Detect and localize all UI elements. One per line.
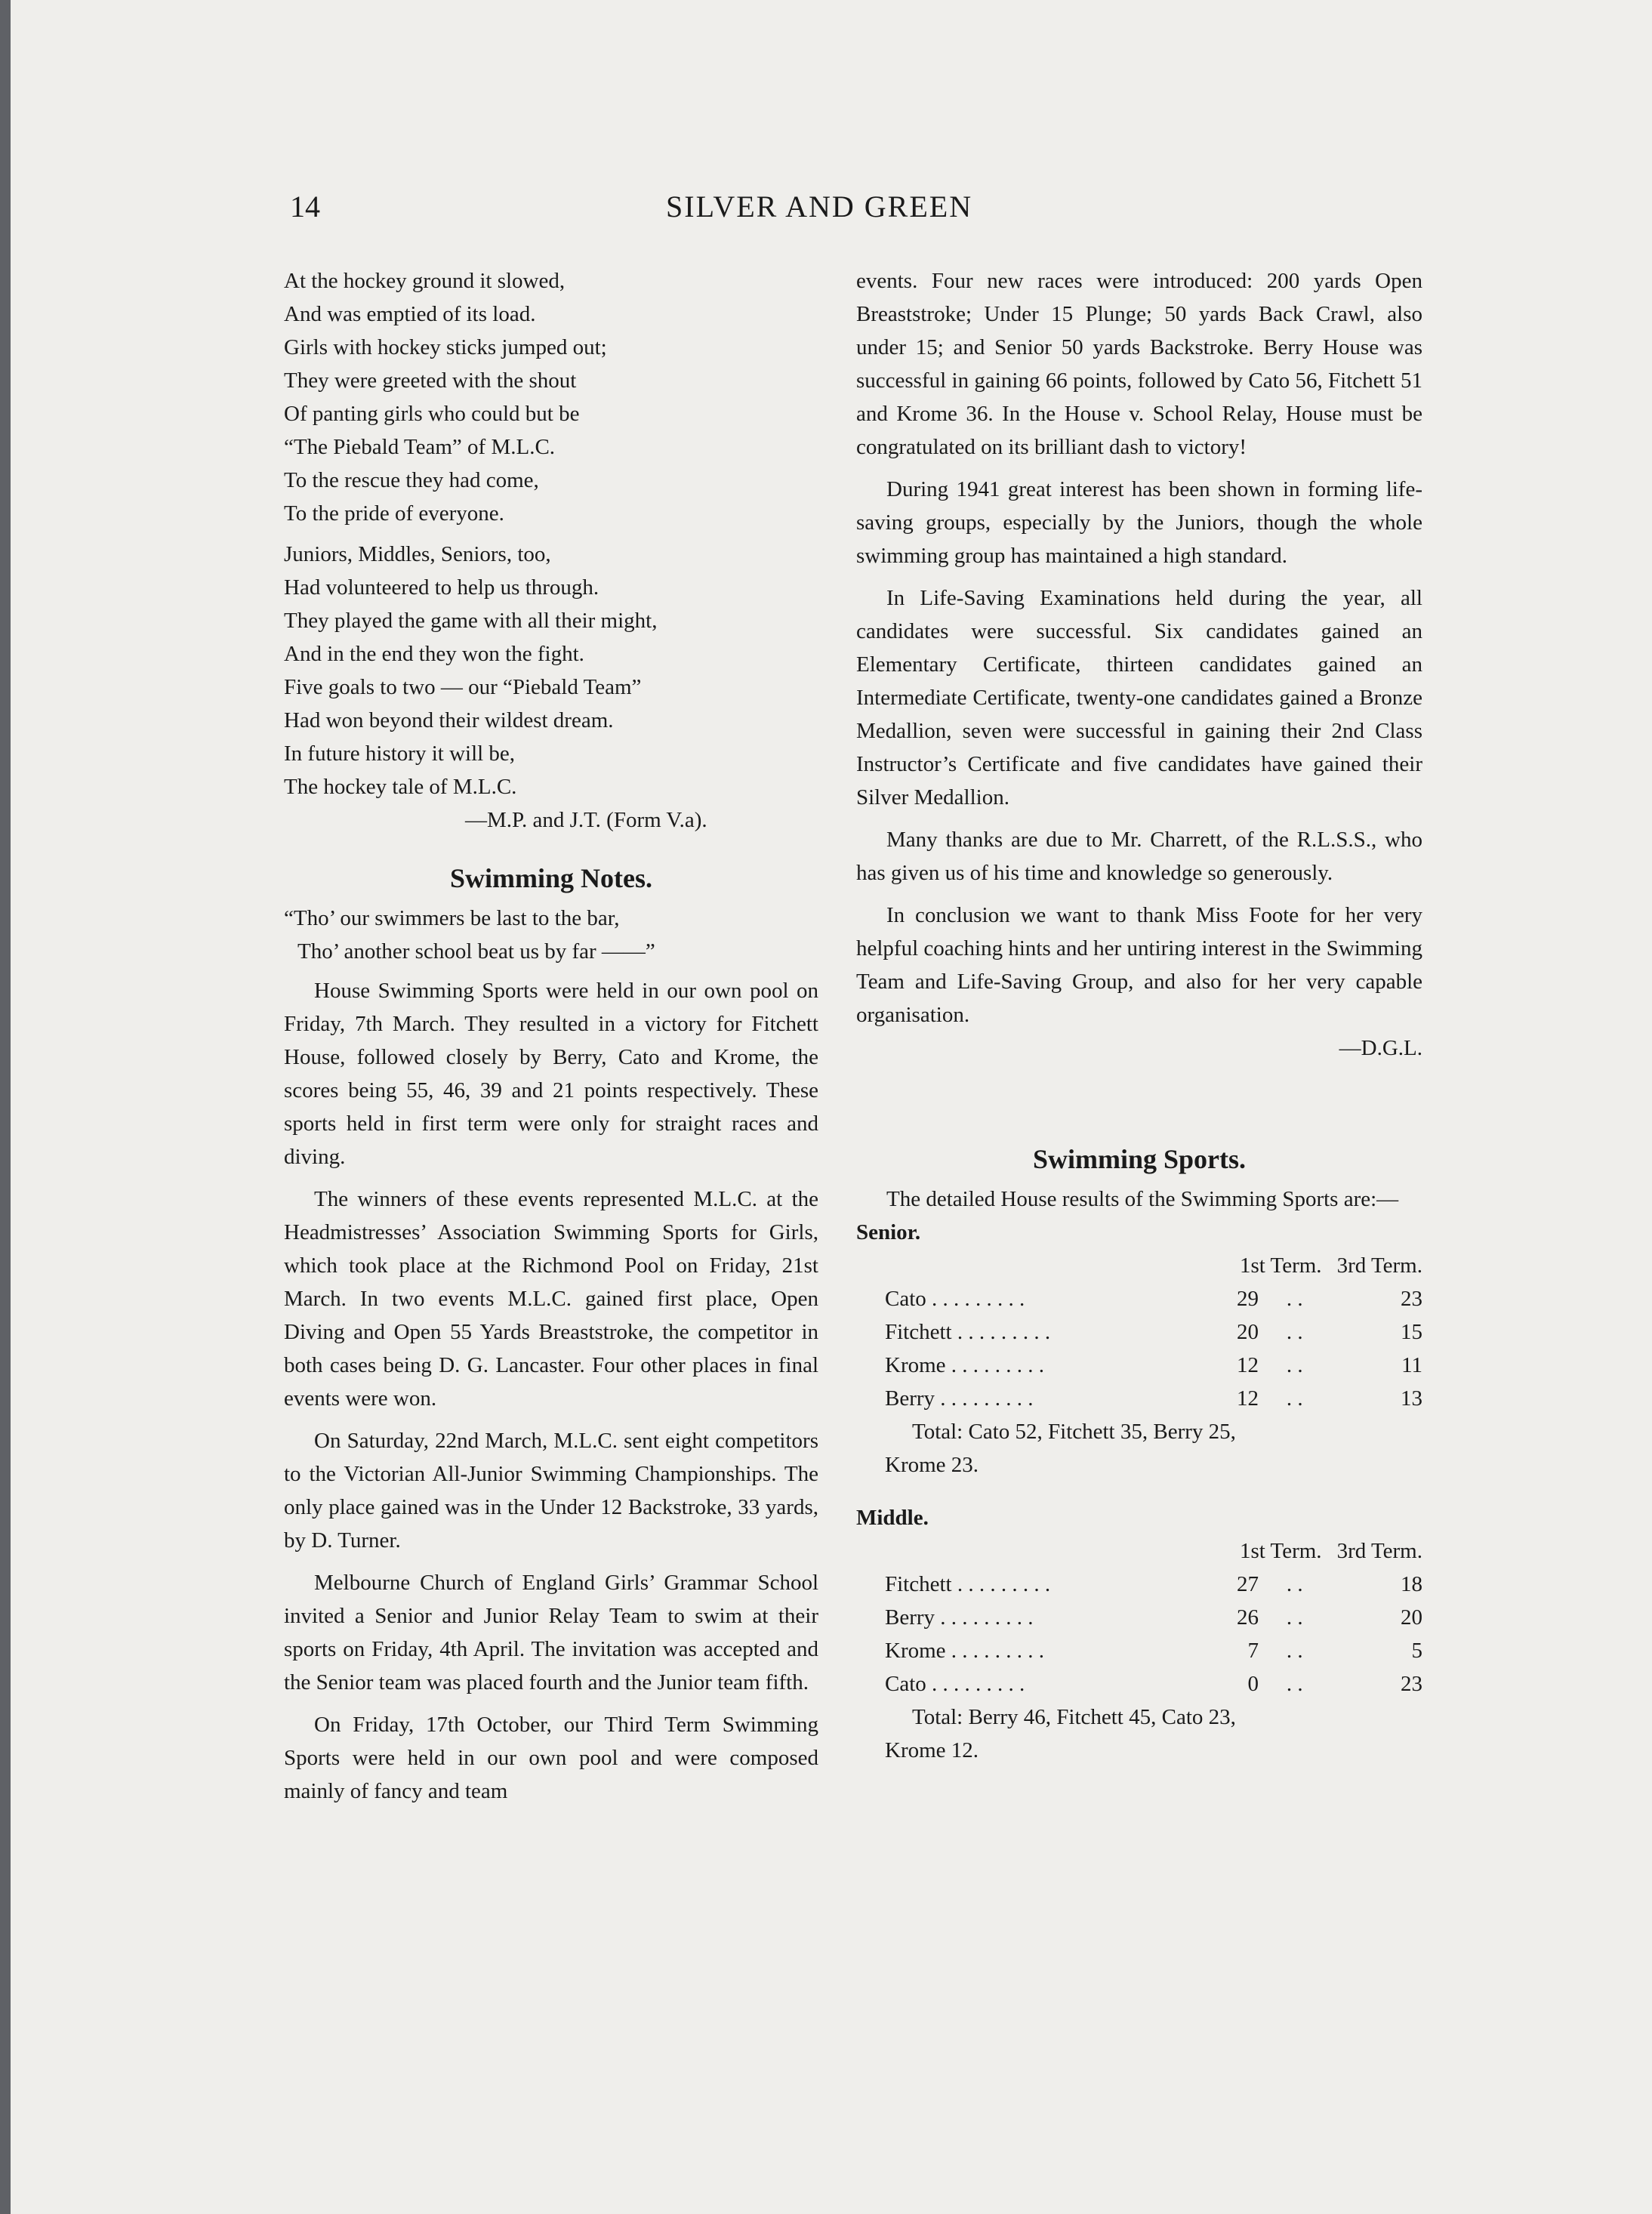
middle-total [856,1701,1422,1767]
total-line: Krome 12. [885,1738,979,1762]
poem-line: To the rescue they had come, [284,468,539,492]
table-header-row [885,1249,1422,1282]
paragraph: House Swimming Sports were held in our own pool on Friday, 7th March. They resulted in a victory for Fitchett House, followed closely by Berry, Cato and Krome, the scores being 55, 46, 39 and 21 points respectively. These sports held in first term were only for straight races and diving. [284,979,818,1169]
paragraph: On Friday, 17th October, our Third Term Swimming Sports were held in our own pool and were composed mainly of fancy and team [284,1713,818,1803]
page-number: 14 [290,190,320,224]
first-term-score: 12 [1237,1353,1259,1377]
table-header-row [885,1534,1422,1568]
col-header-1st-term: 1st Term. [1239,1539,1322,1563]
paragraph: In Life-Saving Examinations held during the year, all candidates were successful. Six candidates gained an Elementary Certificate, thirteen candidates gained an Intermediate Certificate, twenty-one candidates gained a Bronze Medallion, seven were successful in gaining their 2nd Class Instructor’s Certificate and five candidates have gained their Silver Medallion. [856,586,1422,809]
poem-line: At the hockey ground it slowed, [284,269,566,293]
poem-line: Had won beyond their wildest dream. [284,708,614,732]
separator-dots: . . [1286,1353,1303,1377]
third-term-score: 13 [1401,1386,1422,1411]
first-term-score: 26 [1237,1605,1259,1630]
poem [284,264,818,837]
poem-line: And in the end they won the fight. [284,642,584,666]
leader-dots: . . . . . . . . . [940,1386,1034,1411]
paragraph: events. Four new races were introduced: 200 yards Open Breaststroke; Under 15 Plunge; 50 yards Back Crawl, also under 15; and Senior 50 yards Backstroke. Berry House was successful in gaining 66 points, followed by Cato 56, Fitchett 51 and Krome 36. In the House v. School Relay, House must be congratulated on its brilliant dash to victory! [856,269,1422,459]
house-name: Cato [885,1672,926,1696]
col-header-1st-term: 1st Term. [1239,1253,1322,1278]
poem-line: Of panting girls who could but be [284,402,580,426]
leader-dots: . . . . . . . . . [932,1672,1025,1696]
closing-paragraph: In conclusion we want to thank Miss Foote for her very helpful coaching hints and her untiring interest in the Swimming Team and Life-Saving Group, and also for her very capable organisation. [856,903,1422,1027]
separator-dots: . . [1286,1386,1303,1411]
third-term-score: 11 [1401,1353,1422,1377]
table-row [885,1282,1422,1315]
middle-label: Middle. [856,1506,929,1530]
house-name: Fitchett [885,1572,952,1596]
poem-line: They played the game with all their might, [284,609,658,633]
leader-dots: . . . . . . . . . [951,1353,1045,1377]
results-intro: The detailed House results of the Swimming Sports are:— [886,1187,1399,1211]
table-row [885,1667,1422,1701]
epigraph-line: Tho’ another school beat us by far ——” [297,939,655,964]
swimming-notes-heading: Swimming Notes. [450,863,652,893]
poem-signature: —M.P. and J.T. (Form V.a). [465,808,707,832]
closing-signature: —D.G.L. [1339,1036,1422,1060]
table-row [885,1349,1422,1382]
poem-line: And was emptied of its load. [284,302,536,326]
page-sheet [11,0,1652,2214]
first-term-score: 27 [1237,1572,1259,1596]
paragraph: Many thanks are due to Mr. Charrett, of the R.L.S.S., who has given us of his time and knowledge so generously. [856,828,1422,885]
left-column [284,264,818,1817]
separator-dots: . . [1286,1672,1303,1696]
epigraph-line: “Tho’ our swimmers be last to the bar, [284,906,620,930]
poem-line: “The Piebald Team” of M.L.C. [284,435,556,459]
third-term-score: 18 [1401,1572,1422,1596]
poem-stanza-2 [284,538,818,837]
poem-line: Had volunteered to help us through. [284,575,599,600]
total-line: Total: Cato 52, Fitchett 35, Berry 25, [912,1420,1236,1444]
separator-dots: . . [1286,1287,1303,1311]
table-row [885,1382,1422,1415]
poem-line: Girls with hockey sticks jumped out; [284,335,607,359]
swimming-sports-heading: Swimming Sports. [1032,1144,1247,1174]
leader-dots: . . . . . . . . . [957,1572,1051,1596]
poem-line: Five goals to two — our “Piebald Team” [284,675,642,699]
running-head: SILVER AND GREEN [666,190,973,224]
col-header-3rd-term: 3rd Term. [1336,1539,1422,1563]
third-term-score: 23 [1401,1287,1422,1311]
poem-line: The hockey tale of M.L.C. [284,775,517,799]
table-row [885,1315,1422,1349]
separator-dots: . . [1286,1572,1303,1596]
poem-stanza-1 [284,264,818,530]
house-name: Krome [885,1353,946,1377]
house-name: Berry [885,1605,935,1630]
leader-dots: . . . . . . . . . [951,1639,1045,1663]
paragraph: During 1941 great interest has been shown in forming life-saving groups, especially by the Juniors, though the whole swimming group has maintained a high standard. [856,477,1422,568]
first-term-score: 12 [1237,1386,1259,1411]
third-term-score: 20 [1401,1605,1422,1630]
poem-line: They were greeted with the shout [284,368,577,393]
col-header-3rd-term: 3rd Term. [1336,1253,1422,1278]
poem-line: To the pride of everyone. [284,501,504,526]
senior-results-table [885,1249,1422,1415]
leader-dots: . . . . . . . . . [957,1320,1051,1344]
house-name: Krome [885,1639,946,1663]
right-column [856,264,1422,1767]
senior-label: Senior. [856,1220,921,1244]
table-row [885,1601,1422,1634]
paragraph: Melbourne Church of England Girls’ Grammar School invited a Senior and Junior Relay Team to swim at their sports on Friday, 4th April. The invitation was accepted and the Senior team was placed fourth and the Junior team fifth. [284,1571,818,1694]
paragraph: The winners of these events represented M.L.C. at the Headmistresses’ Association Swimming Sports for Girls, which took place at the Richmond Pool on Friday, 21st March. In two events M.L.C. gained first place, Open Diving and Open 55 Yards Breaststroke, the competitor in both cases being D. G. Lancaster. Four other places in final events were won. [284,1187,818,1411]
epigraph [284,902,818,968]
paragraph: On Saturday, 22nd March, M.L.C. sent eight competitors to the Victorian All-Junior Swimming Championships. The only place gained was in the Under 12 Backstroke, 33 yards, by D. Turner. [284,1429,818,1553]
middle-results-table [885,1534,1422,1701]
separator-dots: . . [1286,1605,1303,1630]
total-line: Total: Berry 46, Fitchett 45, Cato 23, [912,1705,1236,1729]
third-term-score: 15 [1401,1320,1422,1344]
first-term-score: 0 [1247,1672,1259,1696]
house-name: Fitchett [885,1320,952,1344]
first-term-score: 20 [1237,1320,1259,1344]
leader-dots: . . . . . . . . . [940,1605,1034,1630]
first-term-score: 29 [1237,1287,1259,1311]
poem-line: In future history it will be, [284,742,516,766]
senior-total [856,1415,1422,1482]
table-row [885,1634,1422,1667]
separator-dots: . . [1286,1639,1303,1663]
poem-line: Juniors, Middles, Seniors, too, [284,542,551,566]
house-name: Berry [885,1386,935,1411]
third-term-score: 23 [1401,1672,1422,1696]
table-row [885,1568,1422,1601]
total-line: Krome 23. [885,1453,979,1477]
third-term-score: 5 [1411,1639,1422,1663]
leader-dots: . . . . . . . . . [932,1287,1025,1311]
first-term-score: 7 [1247,1639,1259,1663]
house-name: Cato [885,1287,926,1311]
separator-dots: . . [1286,1320,1303,1344]
